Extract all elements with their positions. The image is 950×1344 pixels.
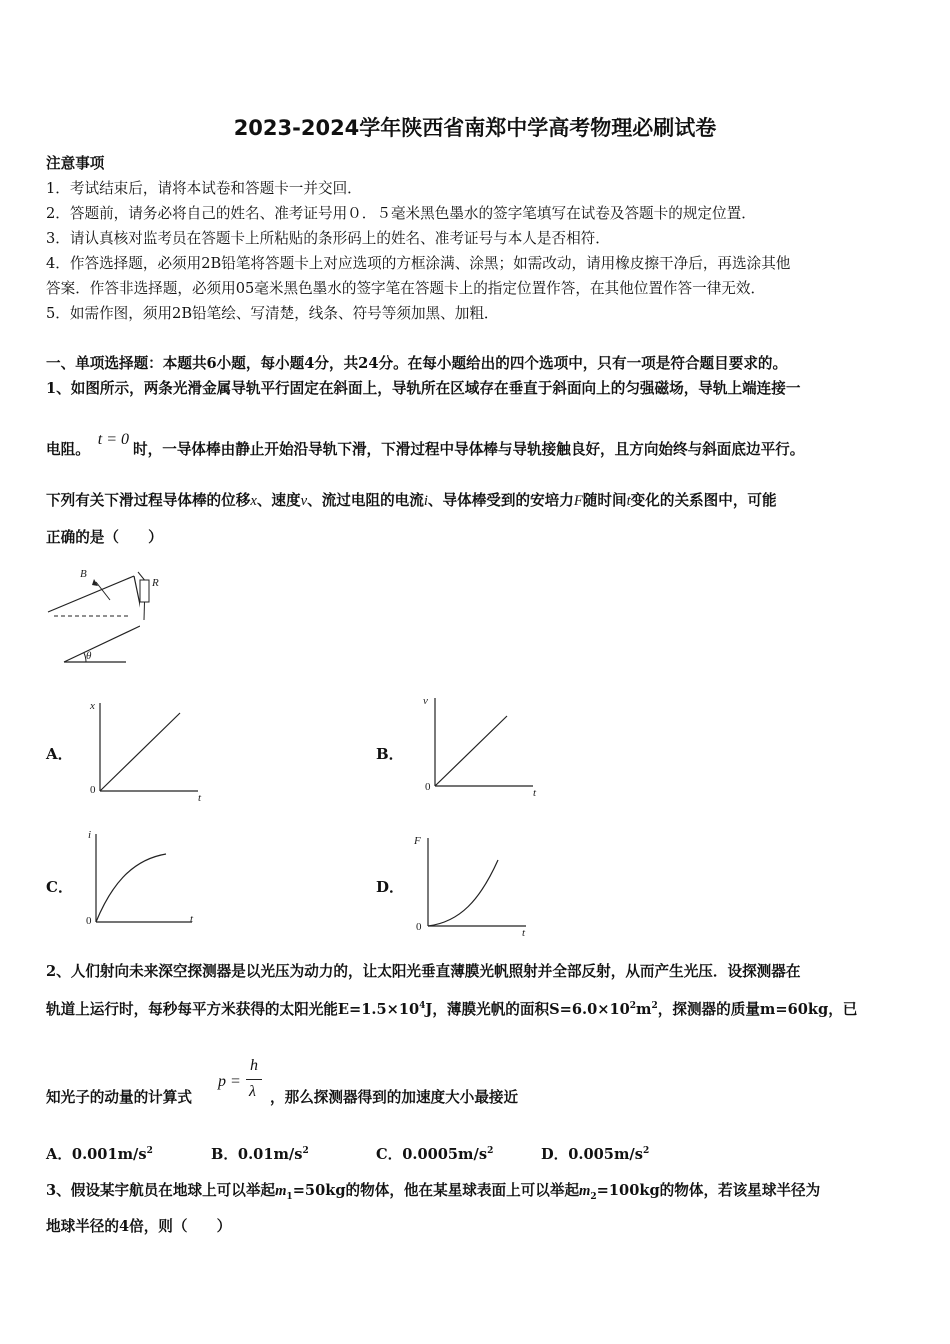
notice-item: 2．答题前，请务必将自己的姓名、准考证号用０．５毫米黑色墨水的签字笔填写在试卷及答题卡的规定位置． xyxy=(46,205,756,222)
curve-accelerating xyxy=(428,860,498,926)
q3-line1: 3、假设某宇航员在地球上可以举起$m_1=50kg$的物体，他在某星球表面上可以举起$m_2=100kg$的物体，若该星球半径为 xyxy=(46,1182,821,1202)
q2-option-c[interactable]: C．$0.0005m/s^2$ xyxy=(376,1146,494,1163)
photon-momentum-formula: p = h λ xyxy=(218,1057,268,1107)
graph-option-b[interactable] xyxy=(415,690,545,800)
field-label-B: B xyxy=(80,568,87,580)
q1-line3: 下列有关下滑过程导体棒的位移x、速度v、流过电阻的电流i、导体棒受到的安培力F随时间t变化的关系图中，可能 xyxy=(46,492,777,509)
graph-option-a[interactable] xyxy=(80,695,210,805)
origin-label: 0 xyxy=(425,781,431,793)
graph-option-c[interactable] xyxy=(80,828,210,938)
q2-line2: 轨道上运行时，每秒每平方米获得的太阳光能$E=1.5\times 10^4J$，薄膜光帆的面积$S=6.0\times 10^2m^2$，探测器的质量m=60kg，已 xyxy=(46,1001,858,1018)
origin-label: 0 xyxy=(416,921,422,933)
y-axis-label: F xyxy=(414,835,421,847)
q2-line3b: ，那么探测器得到的加速度大小最接近 xyxy=(270,1089,519,1106)
option-a-label[interactable]: A． xyxy=(46,745,73,763)
q2-option-a[interactable]: A．$0.001m/s^2$ xyxy=(46,1146,153,1163)
graph-option-d[interactable] xyxy=(410,830,540,940)
notice-item: 5．如需作图，须用2B铅笔绘、写清楚，线条、符号等须加黑、加粗． xyxy=(46,305,499,322)
page-title: 2023-2024学年陕西省南郑中学高考物理必刷试卷 xyxy=(233,116,717,140)
x-axis-label: t xyxy=(533,787,537,799)
q1-line1: 1、如图所示，两条光滑金属导轨平行固定在斜面上，导轨所在区域存在垂直于斜面向上的匀强磁场，导轨上端连接一 xyxy=(46,380,801,397)
origin-label: 0 xyxy=(86,915,92,927)
y-axis-label: x xyxy=(90,700,95,712)
t-equals-zero: t = 0 xyxy=(97,431,130,448)
x-axis-label: t xyxy=(198,792,202,804)
curve-saturating xyxy=(96,854,166,922)
notice-item: 4．作答选择题，必须用2B铅笔将答题卡上对应选项的方框涂满、涂黑；如需改动，请用橡皮擦干净后，再选涂其他 xyxy=(46,255,791,272)
option-d-label[interactable]: D． xyxy=(376,878,405,896)
angle-theta: θ xyxy=(86,650,92,662)
section-heading: 一、单项选择题：本题共6小题，每小题4分，共24分。在每小题给出的四个选项中，只有一项是符合题目要求的。 xyxy=(46,355,788,372)
option-b-label[interactable]: B． xyxy=(376,745,404,763)
x-axis-label: t xyxy=(522,927,526,939)
notice-item: 1．考试结束后，请将本试卷和答题卡一并交回． xyxy=(46,180,362,197)
q2-option-d[interactable]: D．$0.005m/s^2$ xyxy=(541,1146,650,1163)
origin-label: 0 xyxy=(90,784,96,796)
option-c-label[interactable]: C． xyxy=(46,878,73,896)
q1-line4: 正确的是（ ） xyxy=(46,529,163,546)
notice-item: 3．请认真核对监考员在答题卡上所粘贴的条形码上的姓名、准考证号与本人是否相符． xyxy=(46,230,610,247)
q1-line2: 电阻。t = 0时，一导体棒由静止开始沿导轨下滑，下滑过程中导体棒与导轨接触良好，且方向始终与斜面底边平行。 xyxy=(46,431,805,458)
x-axis-label: t xyxy=(190,913,194,925)
y-axis-label: i xyxy=(88,829,92,841)
curve-linear xyxy=(100,713,180,791)
q2-option-b[interactable]: B．$0.01m/s^2$ xyxy=(211,1146,309,1163)
notice-item: 答案．作答非选择题，必须用05毫米黑色墨水的签字笔在答题卡上的指定位置作答，在其他位置作答一律无效． xyxy=(46,280,766,297)
resistor-diagram xyxy=(120,566,170,646)
q2-line1: 2、人们射向未来深空探测器是以光压为动力的，让太阳光垂直薄膜光帆照射并全部反射，从而产生光压．设探测器在 xyxy=(46,963,801,980)
y-axis-label: v xyxy=(423,695,428,707)
q3-line2: 地球半径的4倍，则（ ） xyxy=(46,1218,232,1235)
notice-heading: 注意事项 xyxy=(46,155,105,172)
q2-line3a: 知光子的动量的计算式 xyxy=(46,1089,192,1106)
resistor-label-R: R xyxy=(152,577,159,589)
curve-linear xyxy=(435,716,507,786)
